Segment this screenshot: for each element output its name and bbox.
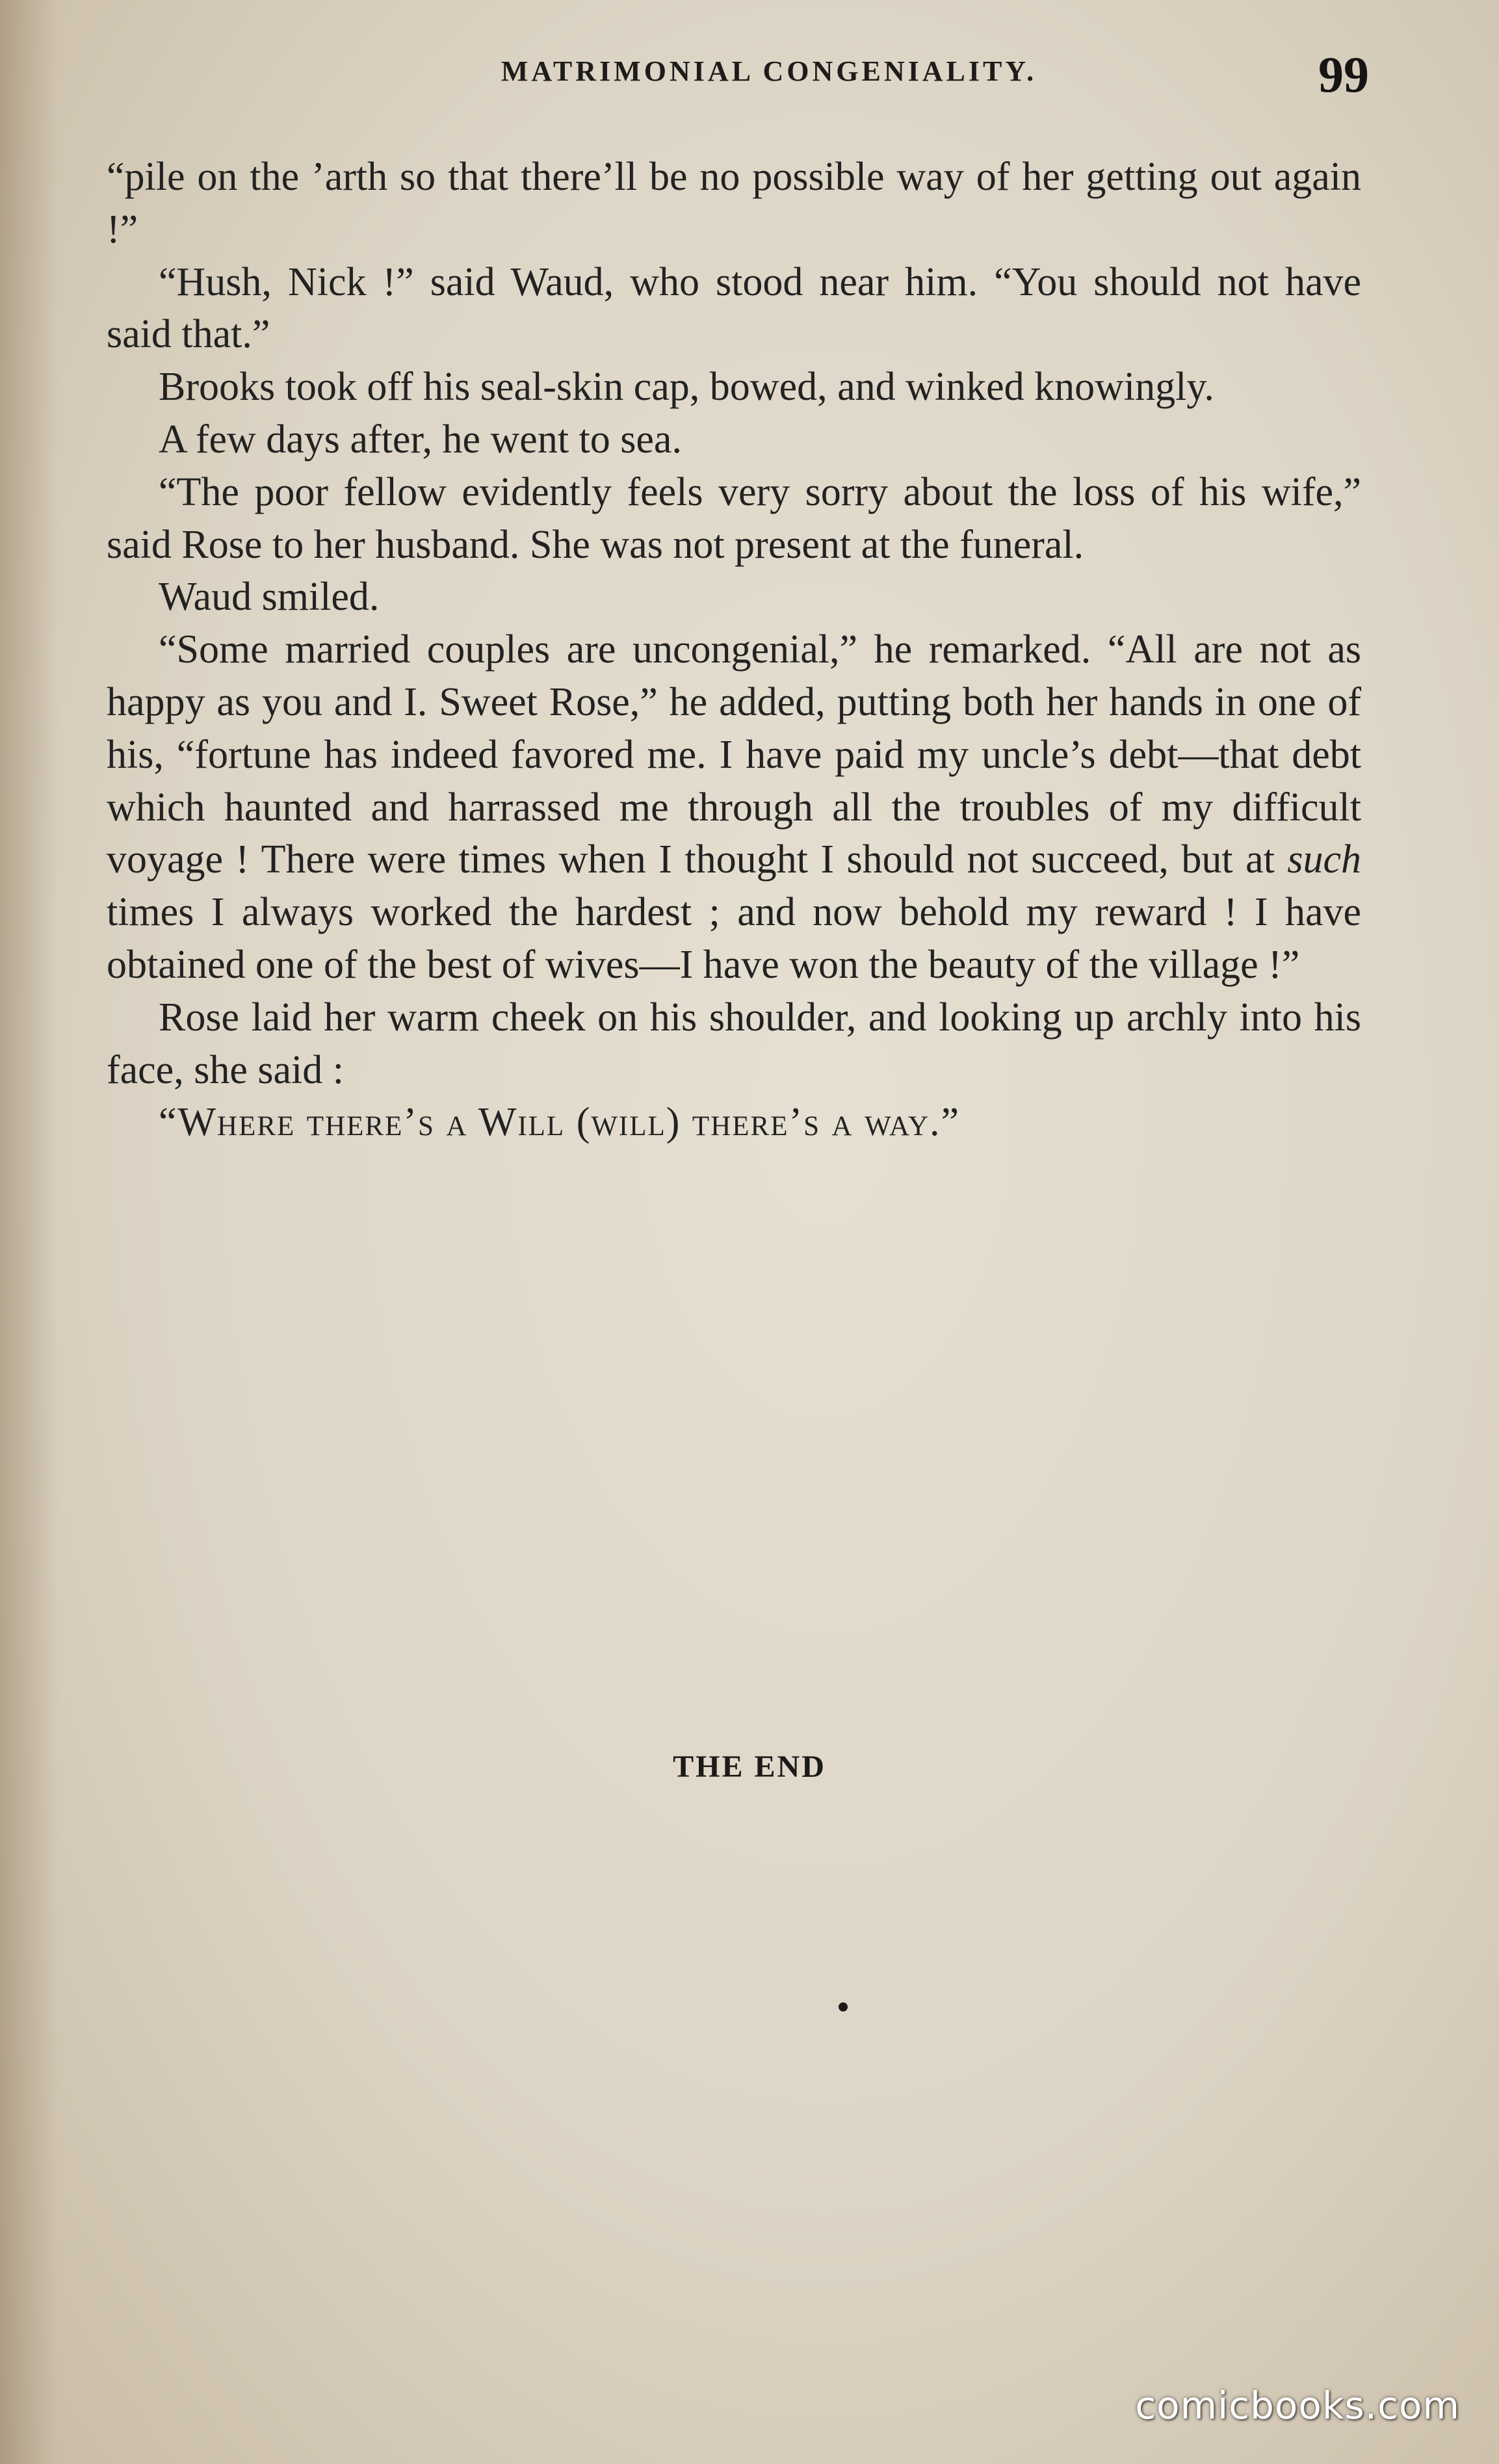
paragraph-7-part-b: times I always worked the hardest ; and now behold my reward ! I have obtained one of the best of wives—I have won the beauty of the village !” <box>107 890 1361 987</box>
page-number: 99 <box>1318 46 1369 103</box>
paragraph-6: Waud smiled. <box>159 575 380 620</box>
paragraph-8: Rose laid her warm cheek on his shoulder, and looking up archly into his face, she said : <box>107 995 1361 1092</box>
page-gutter-shadow <box>0 0 59 2464</box>
page-header <box>0 46 1499 113</box>
the-end-label: THE END <box>673 1750 826 1784</box>
paragraph-2: “Hush, Nick !” said Waud, who stood near him. “You should not have said that.” <box>107 259 1361 357</box>
closing-motto: “Where there’s a Will (will) there’s a way.” <box>159 1100 961 1145</box>
paragraph-1: “pile on the ’arth so that there’ll be no possible way of her getting out again !” <box>107 155 1361 252</box>
body-text <box>107 151 1361 1149</box>
paragraph-7 <box>107 623 1361 991</box>
ink-speck <box>839 2002 848 2012</box>
running-head: MATRIMONIAL CONGENIALITY. <box>501 55 1037 87</box>
watermark-logo: comicbooks.com <box>1135 2383 1460 2428</box>
paragraph-5: “The poor fellow evidently feels very sorry about the loss of his wife,” said Rose to her husband. She was not present at the funeral. <box>107 469 1361 567</box>
paragraph-4: A few days after, he went to sea. <box>159 417 682 462</box>
emphasis-word: such <box>1287 837 1361 882</box>
paragraph-3: Brooks took off his seal-skin cap, bowed, and winked knowingly. <box>159 365 1214 410</box>
paragraph-7-part-a: “Some married couples are uncongenial,” he remarked. “All are not as happy as you and I. Sweet Rose,” he added, putting both her hands in one of his, “fortune has indeed favored me. I have paid my uncle’s debt—that debt which haunted and harrassed me through all the troubles of my difficult voyage ! There were times when I thought I should not succeed, but at <box>107 627 1361 882</box>
